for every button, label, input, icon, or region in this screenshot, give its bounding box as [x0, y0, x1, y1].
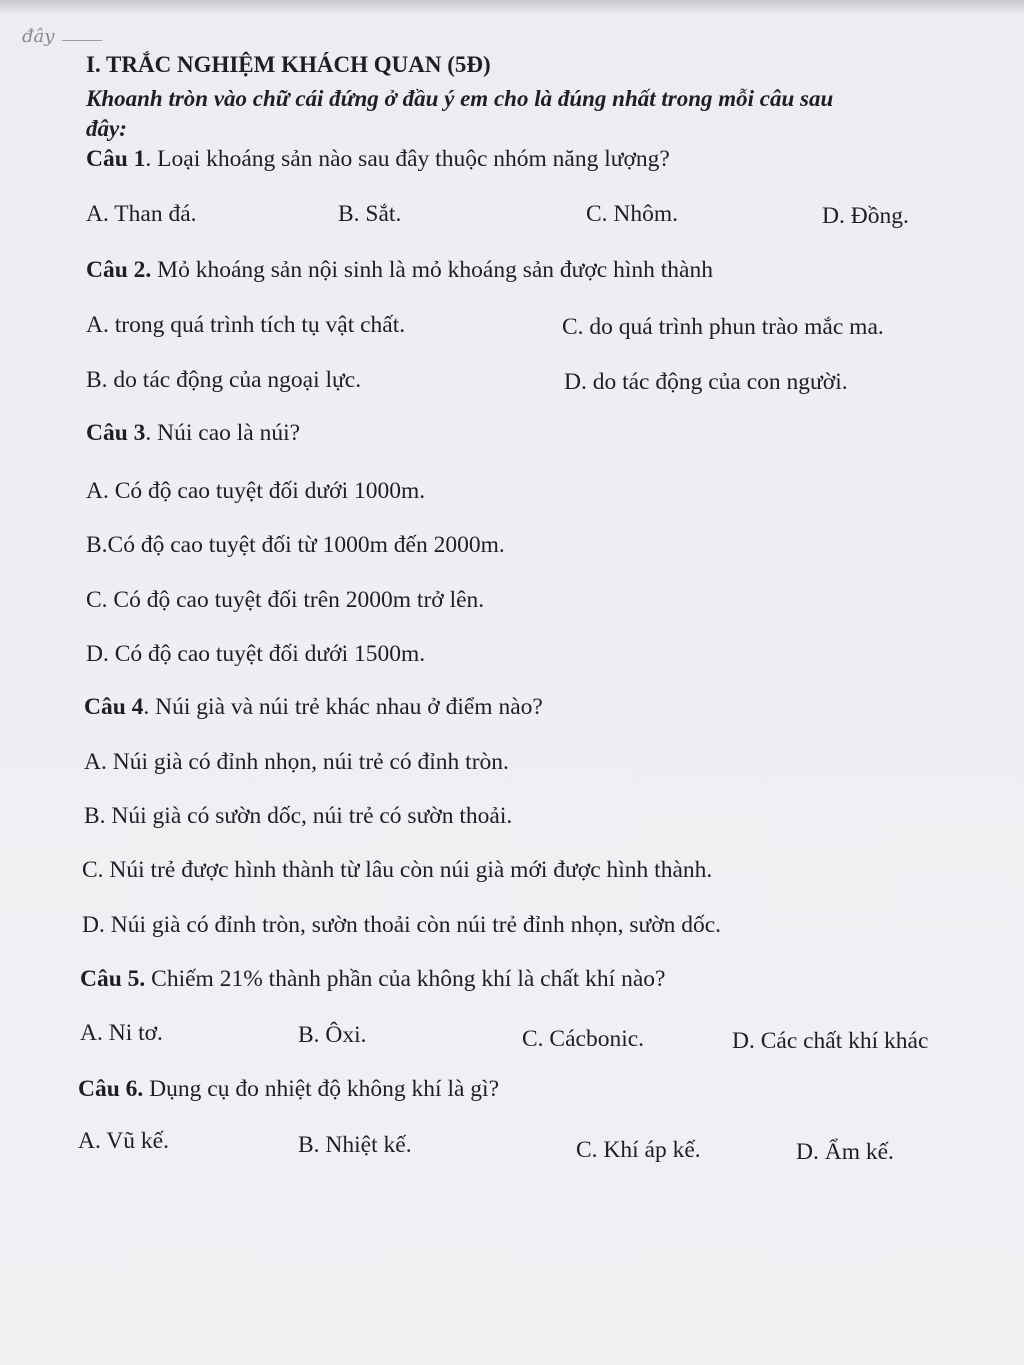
q4-option-c[interactable]: C. Núi trẻ được hình thành từ lâu còn núi già mới được hình thành.: [82, 857, 713, 883]
q5-option-c[interactable]: C. Cácbonic.: [522, 1026, 645, 1052]
q6-option-c[interactable]: C. Khí áp kế.: [576, 1137, 701, 1163]
question-2-text: Mỏ khoáng sản nội sinh là mỏ khoáng sản được hình thành: [151, 257, 713, 283]
question-5-text: Chiếm 21% thành phần của không khí là chất khí nào?: [145, 966, 666, 992]
q2-option-a[interactable]: A. trong quá trình tích tụ vật chất.: [86, 312, 406, 338]
q2-option-d[interactable]: D. do tác động của con người.: [564, 369, 848, 395]
question-3-label: Câu 3: [86, 420, 146, 446]
question-3: [86, 420, 300, 447]
handwritten-note: đây: [22, 26, 55, 47]
q4-option-b[interactable]: B. Núi già có sườn dốc, núi trẻ có sườn thoải.: [84, 803, 513, 829]
q1-option-b[interactable]: B. Sắt.: [338, 201, 402, 227]
instruction-line-1: Khoanh tròn vào chữ cái đứng ở đầu ý em cho là đúng nhất trong mỗi câu sau: [86, 86, 834, 111]
q3-option-a[interactable]: A. Có độ cao tuyệt đối dưới 1000m.: [86, 478, 426, 504]
q6-option-d[interactable]: D. Ẩm kế.: [796, 1139, 894, 1165]
question-6-label: Câu 6.: [78, 1076, 144, 1102]
q5-option-b[interactable]: B. Ôxi.: [298, 1022, 367, 1048]
q3-option-d[interactable]: D. Có độ cao tuyệt đối dưới 1500m.: [86, 641, 426, 667]
q3-option-c[interactable]: C. Có độ cao tuyệt đối trên 2000m trở lên.: [86, 587, 485, 613]
question-1-text: . Loại khoáng sản nào sau đây thuộc nhóm năng lượng?: [145, 146, 670, 172]
instruction-line-2: đây:: [86, 116, 127, 141]
q5-option-a[interactable]: A. Ni tơ.: [80, 1020, 163, 1046]
q6-option-b[interactable]: B. Nhiệt kế.: [298, 1132, 412, 1158]
q2-option-b[interactable]: B. do tác động của ngoại lực.: [86, 367, 362, 393]
q6-option-a[interactable]: A. Vũ kế.: [78, 1128, 169, 1154]
question-6: [78, 1076, 499, 1103]
question-4-label: Câu 4: [84, 694, 144, 720]
q4-option-d[interactable]: D. Núi già có đỉnh tròn, sườn thoải còn núi trẻ đỉnh nhọn, sườn dốc.: [82, 912, 722, 938]
question-2: [86, 257, 713, 284]
section-title: I. TRẮC NGHIỆM KHÁCH QUAN (5Đ): [86, 52, 491, 77]
question-3-text: . Núi cao là núi?: [145, 420, 301, 446]
q1-option-c[interactable]: C. Nhôm.: [586, 201, 679, 227]
q1-option-a[interactable]: A. Than đá.: [86, 201, 197, 227]
question-1: [86, 146, 670, 173]
question-4-text: . Núi già và núi trẻ khác nhau ở điểm nào?: [143, 694, 543, 720]
q1-option-d[interactable]: D. Đồng.: [822, 203, 909, 229]
question-2-label: Câu 2.: [86, 257, 152, 283]
question-4: [84, 694, 543, 721]
handwritten-dash: [62, 40, 102, 41]
question-6-text: Dụng cụ đo nhiệt độ không khí là gì?: [143, 1076, 500, 1102]
q3-option-b[interactable]: B.Có độ cao tuyệt đối từ 1000m đến 2000m.: [86, 532, 505, 558]
page-top-shadow: [0, 0, 1024, 14]
q4-option-a[interactable]: A. Núi già có đỉnh nhọn, núi trẻ có đỉnh tròn.: [84, 749, 509, 775]
question-1-label: Câu 1: [86, 146, 146, 172]
question-5: [80, 966, 665, 993]
question-5-label: Câu 5.: [80, 966, 146, 992]
q2-option-c[interactable]: C. do quá trình phun trào mắc ma.: [562, 314, 884, 340]
q5-option-d[interactable]: D. Các chất khí khác: [732, 1028, 929, 1054]
